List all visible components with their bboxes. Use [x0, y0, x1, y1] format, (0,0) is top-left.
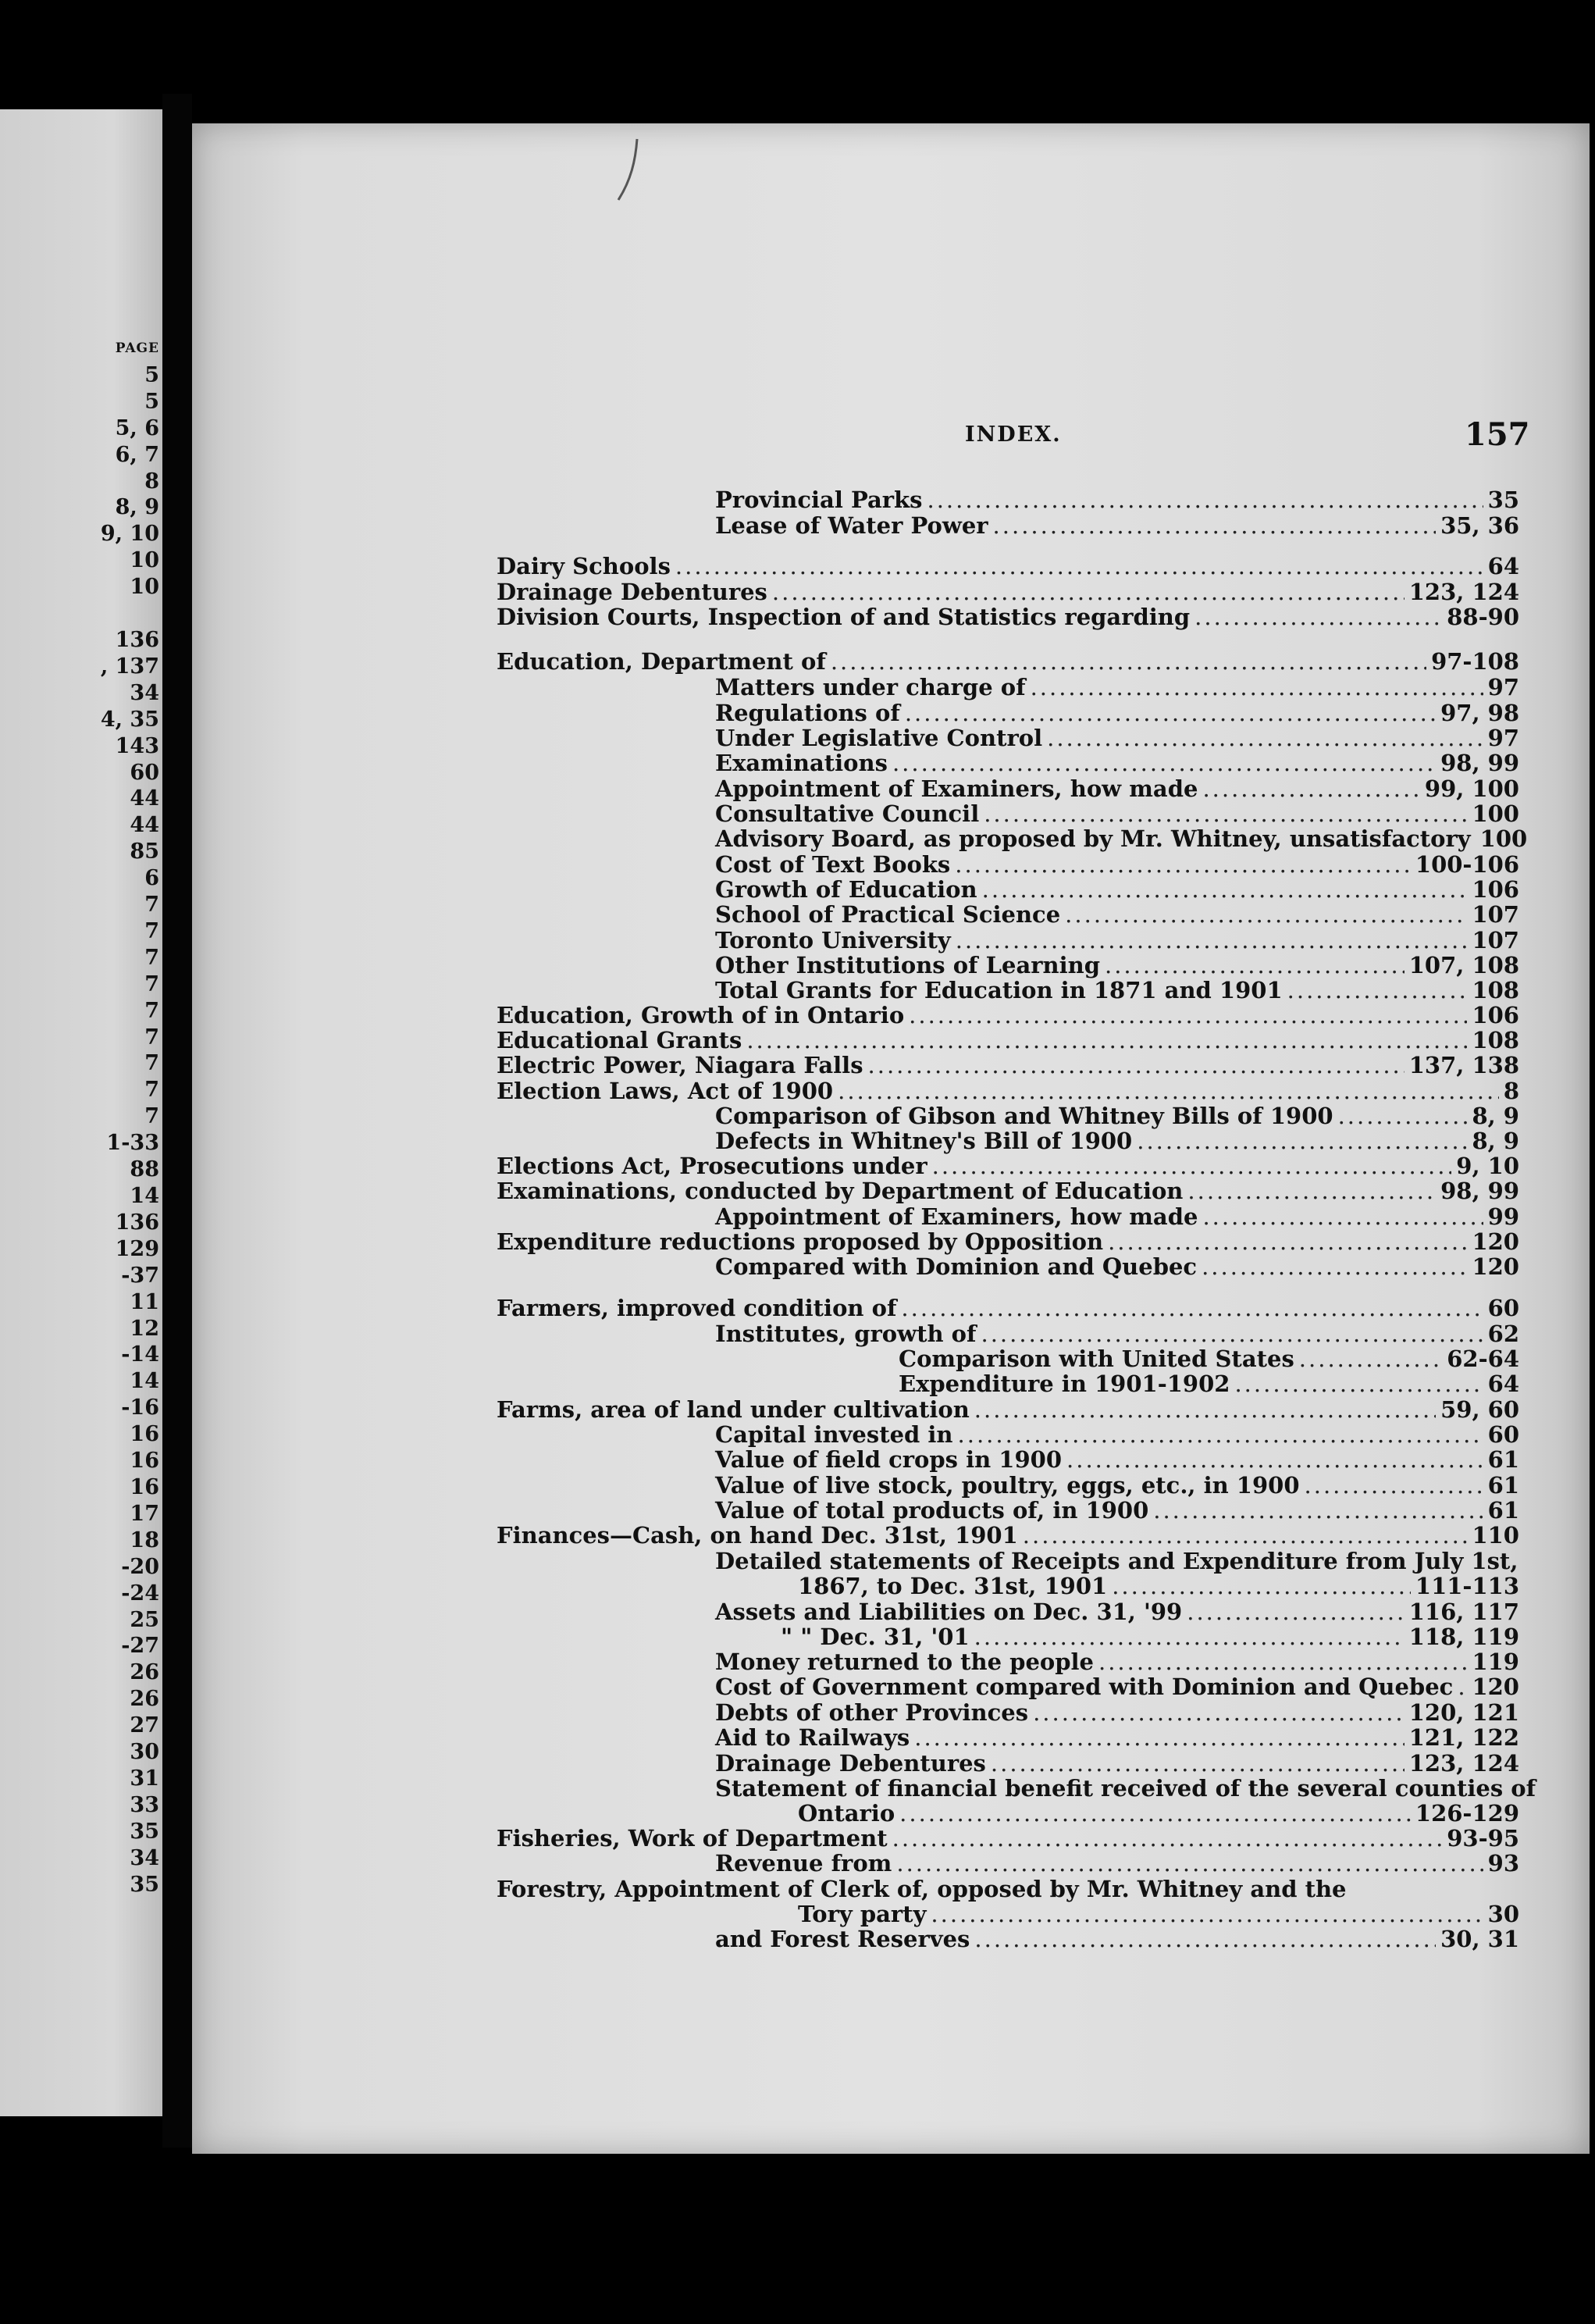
left-page-number: , 137 [100, 654, 159, 679]
book-gutter [162, 94, 192, 2148]
index-entry [497, 1002, 1519, 1028]
dot-leader [896, 1850, 1483, 1877]
left-page-number: 44 [130, 813, 159, 838]
dot-leader [932, 1153, 1452, 1179]
left-page-number: 7 [144, 1051, 159, 1076]
left-page-number: 26 [130, 1660, 159, 1685]
dot-leader [1033, 1699, 1405, 1726]
entry-page-number: 123, 124 [1408, 1750, 1519, 1777]
entry-page-number: 106 [1472, 1002, 1519, 1028]
index-entry [715, 1850, 1519, 1877]
entry-label: Value of field crops in 1900 [715, 1446, 1063, 1473]
left-page-number: -20 [121, 1554, 159, 1579]
index-entry [715, 1599, 1519, 1625]
left-page-number: 35 [130, 1872, 159, 1897]
entry-page-number: 98, 99 [1440, 1178, 1519, 1204]
left-page-number: -27 [121, 1634, 159, 1659]
page-header [192, 416, 1590, 454]
entry-label: Defects in Whitney's Bill of 1900 [715, 1128, 1133, 1154]
index-entry [715, 1128, 1519, 1154]
left-page-number: 16 [130, 1474, 159, 1499]
left-page-number: 17 [130, 1501, 159, 1526]
entry-page-number: 120 [1472, 1673, 1519, 1700]
entry-page-number: 121, 122 [1408, 1724, 1519, 1751]
index-entry [715, 512, 1519, 539]
left-page-number: -24 [121, 1581, 159, 1606]
left-page-number: 5, 6 [115, 415, 159, 440]
dot-leader [1458, 1673, 1467, 1700]
entry-label: Revenue from [715, 1850, 892, 1877]
entry-page-number: 8, 9 [1472, 1128, 1519, 1154]
index-entry [715, 800, 1519, 827]
left-page-number: 35 [130, 1819, 159, 1844]
dot-leader [1023, 1522, 1468, 1549]
entry-label: Compared with Dominion and Quebec [715, 1253, 1198, 1280]
left-page-number: -16 [121, 1395, 159, 1420]
index-entry [715, 487, 1519, 513]
entry-label: Money returned to the people [715, 1649, 1094, 1675]
left-page-number: 8 [144, 469, 159, 494]
entry-label: Detailed statements of Receipts and Expenditure from July 1st, [715, 1548, 1518, 1574]
entry-label: Forestry, Appointment of Clerk of, opposed by Mr. Whitney and the [497, 1876, 1347, 1902]
dot-leader [1299, 1346, 1442, 1372]
entry-label: Appointment of Examiners, how made [715, 1203, 1198, 1230]
entry-page-number: 118, 119 [1408, 1624, 1519, 1650]
left-page-number: 136 [115, 1210, 159, 1235]
left-page-number: 33 [130, 1792, 159, 1817]
entry-label: Lease of Water Power [715, 512, 988, 539]
index-entry [715, 1649, 1519, 1675]
entry-label: Education, Department of [497, 648, 826, 675]
entry-label: Drainage Debentures [497, 579, 767, 605]
entry-label: Comparison of Gibson and Whitney Bills of 1900 [715, 1103, 1333, 1129]
entry-page-number: 107 [1472, 927, 1519, 953]
index-entry [497, 1825, 1519, 1852]
entry-label: Capital invested in [715, 1421, 953, 1448]
index-entry [497, 1396, 1519, 1423]
entry-label: Total Grants for Education in 1871 and 1901 [715, 977, 1283, 1003]
left-page-number: 6, 7 [115, 442, 159, 467]
entry-label: Division Courts, Inspection of and Statistics regarding [497, 604, 1191, 630]
index-entry [715, 1253, 1519, 1280]
dot-leader [901, 1295, 1483, 1321]
entry-page-number: 35, 36 [1440, 512, 1519, 539]
entry-label: Fisheries, Work of Department [497, 1825, 888, 1852]
left-page-number: -14 [121, 1342, 159, 1367]
index-entry [715, 1421, 1519, 1448]
index-entry [798, 1573, 1519, 1599]
left-page-number: 14 [130, 1369, 159, 1394]
left-page-header: PAGE [115, 340, 159, 356]
left-page-number: 7 [144, 893, 159, 918]
index-entry [715, 1472, 1519, 1499]
left-page-number: 7 [144, 918, 159, 943]
dot-leader [909, 1002, 1467, 1028]
dot-leader [675, 553, 1483, 579]
entry-label: Institutes, growth of [715, 1321, 977, 1347]
entry-label: Elections Act, Prosecutions under [497, 1153, 927, 1179]
entry-label: Consultative Council [715, 800, 980, 827]
dot-leader [899, 1800, 1411, 1827]
entry-page-number: 97-108 [1431, 648, 1519, 675]
left-page-number: 60 [130, 760, 159, 785]
entry-page-number: 100 [1479, 825, 1528, 852]
index-entry [715, 1548, 1519, 1574]
left-page-number: 8, 9 [115, 495, 159, 520]
entry-page-number: 120 [1472, 1253, 1519, 1280]
index-entry [715, 927, 1519, 953]
index-entry [715, 1497, 1519, 1524]
index-entry [497, 648, 1519, 675]
entry-label: Provincial Parks [715, 487, 923, 513]
dot-leader [1047, 725, 1483, 751]
dot-leader [982, 876, 1468, 903]
left-page-number: 143 [115, 733, 159, 758]
left-page-fragment [0, 109, 162, 2116]
index-entry [497, 579, 1519, 605]
index-entry [715, 851, 1519, 878]
entry-label: Tory party [798, 1901, 927, 1927]
left-page-number [101, 601, 159, 627]
entry-page-number: 62 [1487, 1321, 1519, 1347]
entry-page-number: 8 [1503, 1078, 1519, 1104]
dot-leader [1194, 604, 1442, 630]
dot-leader [974, 1926, 1436, 1952]
dot-leader [1287, 977, 1468, 1003]
entry-label: Value of total products of, in 1900 [715, 1497, 1149, 1524]
left-page-number: 7 [144, 1078, 159, 1103]
entry-label: Statement of financial benefit received of the several counties of [715, 1775, 1536, 1802]
entry-label: " " Dec. 31, '01 [781, 1624, 970, 1650]
dot-leader [1153, 1497, 1483, 1524]
entry-label: Aid to Railways [715, 1724, 910, 1751]
entry-label: Ontario [798, 1800, 895, 1827]
index-entry [715, 775, 1519, 802]
entry-label: Electric Power, Niagara Falls [497, 1052, 863, 1078]
entry-page-number: 64 [1487, 1371, 1519, 1397]
dot-leader [1105, 952, 1405, 978]
left-page-number: 5 [144, 389, 159, 414]
entry-page-number: 93 [1487, 1850, 1519, 1877]
entry-label: Other Institutions of Learning [715, 952, 1100, 978]
entry-label: Farms, area of land under cultivation [497, 1396, 970, 1423]
entry-page-number: 64 [1487, 553, 1519, 579]
dot-leader [927, 487, 1483, 513]
dot-leader [1137, 1128, 1467, 1154]
index-entry [715, 1321, 1519, 1347]
entry-label: Election Laws, Act of 1900 [497, 1078, 834, 1104]
entry-page-number: 30, 31 [1440, 1926, 1519, 1952]
left-page-number: 30 [130, 1740, 159, 1765]
entry-page-number: 120, 121 [1408, 1699, 1519, 1726]
dot-leader [1187, 1599, 1404, 1625]
index-entry [798, 1800, 1519, 1827]
entry-page-number: 60 [1487, 1421, 1519, 1448]
dot-leader [955, 851, 1411, 878]
entry-page-number: 88-90 [1447, 604, 1519, 630]
left-page-number: 31 [130, 1766, 159, 1791]
entry-page-number: 100-106 [1415, 851, 1519, 878]
left-page-number: 11 [130, 1289, 159, 1314]
index-entry [899, 1371, 1519, 1397]
entry-page-number: 110 [1472, 1522, 1519, 1549]
index-entry [715, 1699, 1519, 1726]
left-page-number: 34 [130, 1845, 159, 1870]
index-entry [497, 553, 1519, 579]
entry-label: Comparison with United States [899, 1346, 1294, 1372]
entry-label: Drainage Debentures [715, 1750, 986, 1777]
left-page-number: 4, 35 [100, 707, 159, 732]
left-page-number-column [101, 336, 159, 1898]
dot-leader [1305, 1472, 1483, 1499]
dot-leader [892, 750, 1436, 776]
index-entry [497, 1228, 1519, 1255]
index-entry [497, 1052, 1519, 1078]
entry-label: Examinations [715, 750, 888, 776]
index-entry [715, 1926, 1519, 1952]
left-page-number: 7 [144, 998, 159, 1023]
index-entry [715, 901, 1519, 928]
entry-label: Educational Grants [497, 1027, 742, 1053]
dot-leader [1031, 674, 1483, 700]
index-entry [715, 700, 1519, 726]
entry-page-number: 61 [1487, 1472, 1519, 1499]
entry-label: Cost of Text Books [715, 851, 951, 878]
dot-leader [1066, 1446, 1483, 1473]
dot-leader [868, 1052, 1405, 1078]
index-entry [715, 1673, 1519, 1700]
entry-label: Farmers, improved condition of [497, 1295, 897, 1321]
entry-page-number: 107 [1472, 901, 1519, 928]
left-page-number: 7 [144, 1104, 159, 1129]
index-entry [715, 1203, 1519, 1230]
entry-page-number: 60 [1487, 1295, 1519, 1321]
entry-page-number: 61 [1487, 1497, 1519, 1524]
page-title: INDEX. [965, 422, 1062, 447]
dot-leader [914, 1724, 1404, 1751]
index-entry [715, 1446, 1519, 1473]
index-entry [715, 825, 1528, 852]
dot-leader [1202, 1203, 1483, 1230]
dot-leader [974, 1396, 1436, 1423]
page-number: 157 [1465, 416, 1530, 453]
entry-page-number: 116, 117 [1408, 1599, 1519, 1625]
entry-label: School of Practical Science [715, 901, 1061, 928]
index-entry [497, 1078, 1519, 1104]
dot-leader [838, 1078, 1499, 1104]
left-page-number: 16 [130, 1422, 159, 1447]
entry-label: Advisory Board, as proposed by Mr. Whitney, unsatisfactory [715, 825, 1471, 852]
entry-page-number: 126-129 [1415, 1800, 1519, 1827]
entry-label: and Forest Reserves [715, 1926, 970, 1952]
entry-label: Toronto University [715, 927, 951, 953]
dot-leader [931, 1901, 1483, 1927]
entry-page-number: 106 [1472, 876, 1519, 903]
left-page-number: 44 [130, 786, 159, 811]
index-entry [497, 1295, 1519, 1321]
index-entry [715, 952, 1519, 978]
dot-leader [905, 700, 1436, 726]
entry-page-number: 30 [1487, 1901, 1519, 1927]
entry-page-number: 107, 108 [1408, 952, 1519, 978]
dot-leader [993, 512, 1437, 539]
entry-label: Value of live stock, poultry, eggs, etc., in 1900 [715, 1472, 1300, 1499]
dot-leader [956, 927, 1468, 953]
index-entry [497, 1027, 1519, 1053]
entry-label: Growth of Education [715, 876, 977, 903]
entry-label: Regulations of [715, 700, 900, 726]
left-page-number: 7 [144, 1025, 159, 1050]
entry-label: Dairy Schools [497, 553, 671, 579]
index-entry [715, 977, 1519, 1003]
entry-page-number: 61 [1487, 1446, 1519, 1473]
index-page [192, 123, 1590, 2154]
entry-page-number: 99, 100 [1424, 775, 1519, 802]
entry-label: Appointment of Examiners, how made [715, 775, 1198, 802]
entry-label: Assets and Liabilities on Dec. 31, '99 [715, 1599, 1183, 1625]
entry-page-number: 93-95 [1447, 1825, 1519, 1852]
entry-label: Education, Growth of in Ontario [497, 1002, 905, 1028]
dot-leader [1098, 1649, 1467, 1675]
dot-leader [958, 1421, 1483, 1448]
left-page-number: 18 [130, 1527, 159, 1552]
dot-leader [892, 1825, 1443, 1852]
dot-leader [1338, 1103, 1468, 1129]
entry-page-number: 97 [1487, 725, 1519, 751]
dot-leader [1065, 901, 1467, 928]
dot-leader [974, 1624, 1405, 1650]
entry-label: Examinations, conducted by Department of Education [497, 1178, 1184, 1204]
entry-page-number: 98, 99 [1440, 750, 1519, 776]
entry-page-number: 108 [1472, 1027, 1519, 1053]
entry-page-number: 100 [1472, 800, 1519, 827]
left-page-number: 7 [144, 971, 159, 996]
entry-label: Expenditure in 1901-1902 [899, 1371, 1230, 1397]
index-entry [497, 1153, 1519, 1179]
left-page-number: 12 [130, 1316, 159, 1341]
entry-page-number: 99 [1487, 1203, 1519, 1230]
entry-label: Debts of other Provinces [715, 1699, 1029, 1726]
left-page-number: 6 [144, 866, 159, 891]
dot-leader [991, 1750, 1405, 1777]
index-entry [715, 1103, 1519, 1129]
entry-label: 1867, to Dec. 31st, 1901 [798, 1573, 1108, 1599]
left-page-number: 14 [130, 1184, 159, 1208]
entry-label: Cost of Government compared with Dominion and Quebec [715, 1673, 1454, 1700]
index-entry [715, 750, 1519, 776]
index-entry [715, 1724, 1519, 1751]
entry-label: Expenditure reductions proposed by Opposition [497, 1228, 1104, 1255]
index-entry [715, 876, 1519, 903]
entry-page-number: 97, 98 [1440, 700, 1519, 726]
left-page-number: 1-33 [106, 1131, 159, 1156]
index-entry [715, 1775, 1536, 1802]
pen-mark [614, 137, 645, 208]
entry-page-number: 59, 60 [1440, 1396, 1519, 1423]
entry-page-number: 8, 9 [1472, 1103, 1519, 1129]
dot-leader [984, 800, 1467, 827]
left-page-number: 16 [130, 1449, 159, 1474]
dot-leader [981, 1321, 1483, 1347]
left-page-number: 26 [130, 1687, 159, 1712]
left-page-number: 27 [130, 1713, 159, 1738]
dot-leader [1108, 1228, 1467, 1255]
entry-label: Matters under charge of [715, 674, 1026, 700]
left-page-number: 34 [130, 680, 159, 705]
left-page-number: 7 [144, 945, 159, 970]
entry-page-number: 9, 10 [1456, 1153, 1519, 1179]
entry-page-number: 119 [1472, 1649, 1519, 1675]
dot-leader [1202, 1253, 1467, 1280]
entry-page-number: 62-64 [1447, 1346, 1519, 1372]
index-entry [497, 1178, 1519, 1204]
entry-page-number: 137, 138 [1408, 1052, 1519, 1078]
dot-leader [1202, 775, 1419, 802]
index-entry [497, 604, 1519, 630]
index-entry [715, 725, 1519, 751]
index-entry [497, 1522, 1519, 1549]
dot-leader [831, 648, 1426, 675]
entry-label: Under Legislative Control [715, 725, 1043, 751]
entry-page-number: 120 [1472, 1228, 1519, 1255]
left-page-number: 129 [115, 1236, 159, 1261]
left-page-number: 5 [144, 362, 159, 387]
left-page-number: -37 [121, 1263, 159, 1288]
index-entry [715, 1750, 1519, 1777]
entry-page-number: 111-113 [1415, 1573, 1519, 1599]
dot-leader [1234, 1371, 1483, 1397]
dot-leader [1112, 1573, 1411, 1599]
index-entry [497, 1876, 1519, 1902]
left-page-number: 10 [130, 575, 159, 600]
entry-label: Finances—Cash, on hand Dec. 31st, 1901 [497, 1522, 1018, 1549]
entry-page-number: 35 [1487, 487, 1519, 513]
index-entry [899, 1346, 1519, 1372]
entry-page-number: 97 [1487, 674, 1519, 700]
dot-leader [1187, 1178, 1436, 1204]
index-entry [798, 1901, 1519, 1927]
left-page-number: 88 [130, 1157, 159, 1182]
left-page-number: 9, 10 [100, 522, 159, 547]
index-entry [715, 674, 1519, 700]
left-page-number: 85 [130, 839, 159, 864]
entry-page-number: 108 [1472, 977, 1519, 1003]
left-page-number: 25 [130, 1607, 159, 1632]
entry-page-number: 123, 124 [1408, 579, 1519, 605]
index-entry [781, 1624, 1519, 1650]
left-page-number: 10 [130, 548, 159, 573]
dot-leader [772, 579, 1405, 605]
left-page-number: 136 [115, 627, 159, 652]
dot-leader [746, 1027, 1467, 1053]
